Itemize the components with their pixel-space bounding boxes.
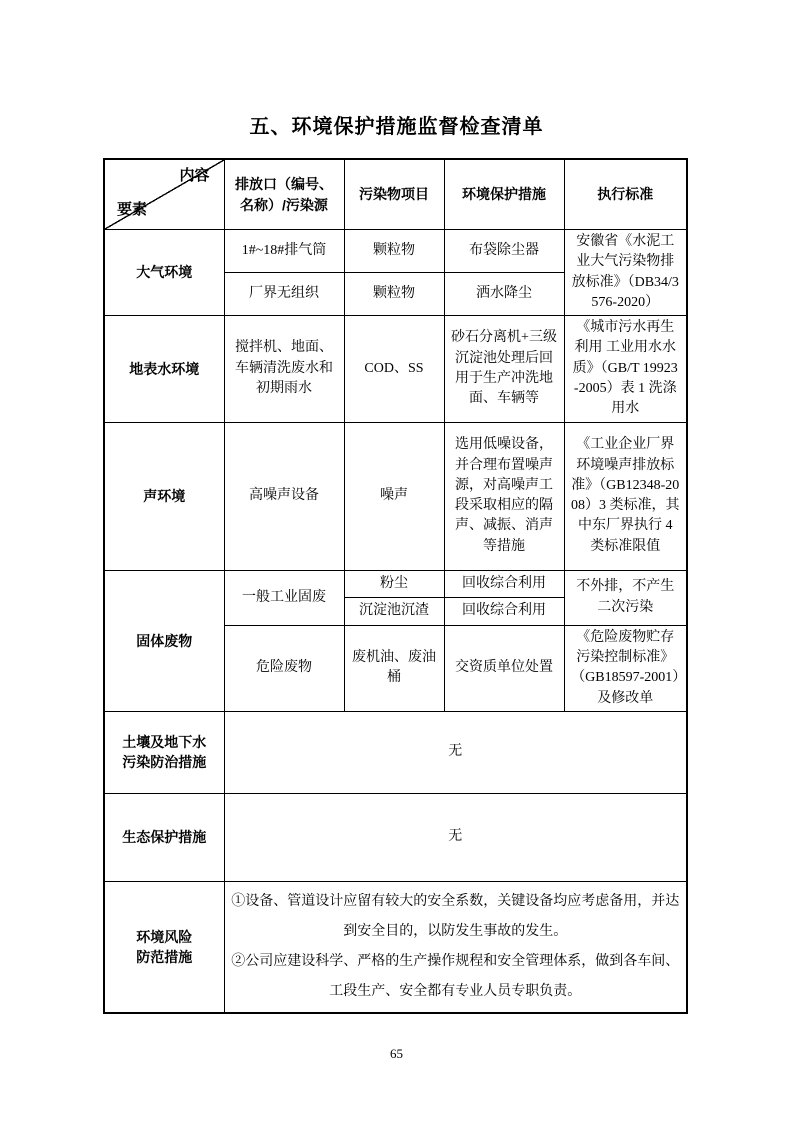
cell-solid-general-2-measure: 回收综合利用 xyxy=(444,597,564,625)
risk-item-1: ①设备、管道设计应留有较大的安全系数，关键设备均应考虑备用，并达到安全目的，以防发生事故的发生。 xyxy=(231,893,680,940)
row-soil-groundwater xyxy=(104,711,687,793)
cell-noise-factor: 声环境 xyxy=(104,422,224,570)
cell-noise-pollutant: 噪声 xyxy=(344,422,444,570)
corner-header-cell xyxy=(104,159,224,230)
col-header-source: 排放口（编号、名称）/污染源 xyxy=(224,159,344,230)
row-noise xyxy=(104,422,687,570)
corner-box xyxy=(111,162,218,227)
corner-label-factor: 要素 xyxy=(117,201,148,219)
cell-surface-water-pollutant: COD、SS xyxy=(344,316,444,422)
cell-solid-hazardous-source: 危险废物 xyxy=(224,625,344,711)
cell-atmosphere-1-source: 1#~18#排气筒 xyxy=(224,230,344,273)
cell-atmosphere-1-pollutant: 颗粒物 xyxy=(344,230,444,273)
cell-atmosphere-2-measure: 洒水降尘 xyxy=(444,272,564,316)
cell-solid-hazardous-pollutant: 废机油、废油桶 xyxy=(344,625,444,711)
row-surface-water xyxy=(104,316,687,422)
header-row xyxy=(104,159,687,230)
row-atmosphere-1 xyxy=(104,230,687,273)
cell-ecology-content: 无 xyxy=(224,793,687,881)
cell-solid-general-standard: 不外排，不产生二次污染 xyxy=(564,570,687,625)
cell-surface-water-standard: 《城市污水再生利用 工业用水水质》（GB/T 19923-2005）表 1 洗涤用水 xyxy=(564,316,687,422)
page-title: 五、环境保护措施监督检查清单 xyxy=(249,116,544,138)
cell-solid-general-1-measure: 回收综合利用 xyxy=(444,570,564,597)
cell-soil-groundwater-factor: 土壤及地下水 污染防治措施 xyxy=(104,711,224,793)
cell-risk-content xyxy=(224,881,687,1013)
cell-solid-general-source: 一般工业固废 xyxy=(224,570,344,625)
cell-noise-source: 高噪声设备 xyxy=(224,422,344,570)
cell-atmosphere-1-measure: 布袋除尘器 xyxy=(444,230,564,273)
row-risk xyxy=(104,881,687,1013)
cell-atmosphere-2-source: 厂界无组织 xyxy=(224,272,344,316)
cell-solid-hazardous-standard: 《危险废物贮存污染控制标准》（GB18597-2001）及修改单 xyxy=(564,625,687,711)
cell-noise-measure: 选用低噪设备，并合理布置噪声源，对高噪声工段采取相应的隔声、减振、消声等措施 xyxy=(444,422,564,570)
col-header-measure: 环境保护措施 xyxy=(444,159,564,230)
row-ecology xyxy=(104,793,687,881)
cell-atmosphere-factor: 大气环境 xyxy=(104,230,224,316)
cell-atmosphere-standard: 安徽省《水泥工业大气污染物排放标准》（DB34/3576-2020） xyxy=(564,230,687,316)
cell-surface-water-source: 搅拌机、地面、车辆清洗废水和初期雨水 xyxy=(224,316,344,422)
col-header-standard: 执行标准 xyxy=(564,159,687,230)
cell-noise-standard: 《工业企业厂界环境噪声排放标准》（GB12348-2008）3 类标准，其中东厂界执行 4 类标准限值 xyxy=(564,422,687,570)
cell-ecology-factor: 生态保护措施 xyxy=(104,793,224,881)
cell-atmosphere-2-pollutant: 颗粒物 xyxy=(344,272,444,316)
risk-item-2: ②公司应建设科学、严格的生产操作规程和安全管理体系，做到各车间、工段生产、安全都有专业人员专职负责。 xyxy=(231,954,680,1000)
col-header-pollutant: 污染物项目 xyxy=(344,159,444,230)
page-number: 65 xyxy=(390,1046,403,1061)
inspection-checklist-table xyxy=(103,158,688,1014)
corner-label-content: 内容 xyxy=(179,167,210,184)
cell-surface-water-measure: 砂石分离机+三级沉淀池处理后回用于生产冲洗地面、车辆等 xyxy=(444,316,564,422)
cell-surface-water-factor: 地表水环境 xyxy=(104,316,224,422)
row-solid-waste-1 xyxy=(104,570,687,597)
cell-risk-factor: 环境风险 防范措施 xyxy=(104,881,224,1013)
cell-soil-groundwater-content: 无 xyxy=(224,711,687,793)
cell-solid-hazardous-measure: 交资质单位处置 xyxy=(444,625,564,711)
cell-solid-general-2-pollutant: 沉淀池沉渣 xyxy=(344,597,444,625)
cell-solid-waste-factor: 固体废物 xyxy=(104,570,224,711)
cell-solid-general-1-pollutant: 粉尘 xyxy=(344,570,444,597)
